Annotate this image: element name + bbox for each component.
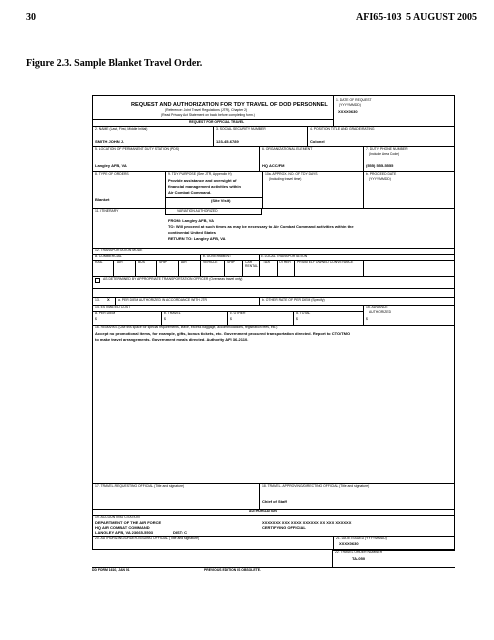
footer-form: DD FORM 1610, JAN 01 — [92, 568, 130, 572]
f5-label: 5. LOCATION OF PERMANENT DUTY STATION (PDS) — [95, 147, 180, 151]
f14a-dollar: $ — [95, 317, 97, 321]
f22-value: TA-050 — [352, 556, 366, 561]
f22-label: 22. TRAVEL ORDER NUMBER — [335, 550, 383, 554]
remarks-line-2: to make travel arrangements. Government meals directed. Authority AFI 36-2110. — [95, 337, 249, 342]
mode-car-rental: CAR RENTAL — [245, 260, 259, 268]
f14c-label: c. OTHER — [230, 311, 246, 315]
f18-label: 18. TRAVEL- APPROVING/DIRECTING OFFICIAL (Title and signature) — [262, 484, 370, 488]
f9-line2: financial management activities within — [168, 184, 241, 189]
mode-bus: BUS — [138, 260, 145, 264]
footer-prev: PREVIOUS EDITION IS OBSOLETE. — [204, 568, 261, 572]
itin-to-1: TO: Will proceed at such times as may be necessary to Air Combat Command activities within the — [168, 224, 354, 229]
f3-label: 3. SOCIAL SECURITY NUMBER — [216, 127, 266, 131]
f15-value: $ — [366, 317, 368, 321]
f19-line-3: LANGLEY AFB, VA 23665-5503 — [95, 530, 154, 535]
f13a-label: a. PER DIEM AUTHORIZED IN ACCORDANCE WITH JTR — [118, 298, 207, 302]
f14d-label: d. TOTAL — [296, 311, 311, 315]
f18-value: Chief of Staff — [262, 499, 287, 504]
f14-label: 14. ESTIMATED COST — [95, 305, 131, 309]
f10b-sub: (YYYYMMDD) — [369, 177, 391, 181]
mode-rail: RAIL — [95, 260, 103, 264]
mode-other: OTHER — [279, 260, 291, 264]
mode-air: AIR — [117, 260, 123, 264]
f17-label: 17. TRAVEL-REQUESTING OFFICIAL (Title and signature) — [95, 484, 185, 488]
authorization-heading: AUTHORIZATION — [249, 509, 277, 513]
mode-taxi: TAXI — [263, 260, 271, 264]
f8-value: Blanket — [95, 197, 110, 202]
form-privacy: (Read Privacy Act Statement on back before completing form.) — [161, 113, 255, 117]
form-reference: (Reference: Joint Travel Regulations (JTR), Chapter 2) — [165, 108, 248, 112]
itin-to-2: continental United States — [168, 230, 217, 235]
f10b-label: b. PROCEED DATE — [366, 172, 397, 176]
f20-label: 20. AUTHORIZING/ORDER-ISSUING OFFICIAL (Title and signature) — [95, 536, 200, 540]
f21-value: XXXX0630 — [339, 541, 359, 546]
f4-label: 4. POSITION TITLE AND GRADE/RATING — [310, 127, 375, 131]
f12b-label: b. GOVERNMENT — [203, 254, 232, 258]
f12c-label: c. LOCAL TRANSPORTATION — [261, 254, 308, 258]
form-tail — [92, 550, 455, 570]
f3-value: 123-45-6789 — [216, 139, 239, 144]
request-official-heading: REQUEST FOR OFFICIAL TRAVEL — [189, 120, 245, 124]
f10a-sub: (Including travel time) — [269, 177, 302, 181]
dd-form-1610 — [92, 95, 455, 550]
f15-sub: AUTHORIZED — [369, 310, 392, 314]
f19-label: 19. ACCOUNTING CITATION — [95, 515, 140, 519]
f19-cert: CERTIFYING OFFICIAL — [262, 525, 306, 530]
f14d-dollar: $ — [296, 317, 298, 321]
doc-date: 5 AUGUST 2005 — [406, 12, 477, 23]
f15-label: 15. ADVANCE — [366, 305, 388, 309]
doc-id: AFI65-103 — [356, 12, 402, 23]
f12-label: 12. TRANSPORTATION MODE — [95, 248, 143, 252]
f9-label: 9. TDY PURPOSE (See JTR, Appendix H) — [168, 172, 232, 176]
f10a-label: 10a. APPROX. NO. OF TDY DAYS — [265, 172, 318, 176]
f19-dist: DIST: C — [173, 530, 187, 535]
f19-line-2: HQ AIR COMBAT COMMAND — [95, 525, 150, 530]
f6-label: 6. ORGANIZATIONAL ELEMENT — [262, 147, 313, 151]
page-number: 30 — [26, 12, 36, 23]
form-title: REQUEST AND AUTHORIZATION FOR TDY TRAVEL OF DOD PERSONNEL — [131, 102, 328, 108]
mode-gov-ship: SHIP — [227, 260, 235, 264]
determined-checkbox — [95, 278, 100, 283]
f14b-dollar: $ — [164, 317, 166, 321]
remarks-line-1: Accept no promotional items, for example, gifts, bonus tickets, etc. Government procured transportation directed. Report to CTO/TMO — [95, 331, 351, 336]
mode-gov-air: AIR — [181, 260, 187, 264]
f14b-label: b. TRAVEL — [164, 311, 181, 315]
f11-sub: VARIATION AUTHORIZED — [177, 209, 218, 213]
f2-label: 2. NAME (Last, First, Middle Initial) — [95, 127, 148, 131]
f19-line-1: DEPARTMENT OF THE AIR FORCE — [95, 520, 162, 525]
f8-label: 8. TYPE OF ORDERS — [95, 172, 129, 176]
f11-label: 11. ITINERARY — [95, 209, 119, 213]
f21-label: 21. DATE ISSUED (YYYYMMDD) — [336, 536, 387, 540]
f16-label: 16. REMARKS (Use this space for special requirements, leave, excess baggage, accommodations, registration fees, etc.) — [95, 325, 278, 329]
f12a-label: a. COMMERCIAL — [95, 254, 122, 258]
f13-mark: X — [107, 297, 110, 302]
itin-from: FROM: Langley AFB, VA — [168, 218, 214, 223]
f14c-dollar: $ — [230, 317, 232, 321]
f6-value: HQ ACC/FM — [262, 163, 285, 168]
figure-caption: Figure 2.3. Sample Blanket Travel Order. — [26, 58, 203, 69]
f1-value: XXXX0630 — [338, 109, 358, 114]
f2-value: SMITH JOHN J. — [95, 139, 125, 144]
f1-format: (YYYYMMDD) — [339, 103, 361, 107]
f7-value: (555) 555-5555 — [366, 163, 394, 168]
f13-label: 13. — [95, 298, 100, 302]
f7-label: 7. DUTY PHONE NUMBER — [366, 147, 408, 151]
mode-vehicle: VEHICLE — [203, 260, 218, 264]
f13b-label: b. OTHER RATE OF PER DIEM (Specify) — [262, 298, 325, 302]
mode-ship: SHIP — [159, 260, 167, 264]
f1-label: 1. DATE OF REQUEST — [336, 98, 372, 102]
itin-return: RETURN TO: Langley AFB, VA — [168, 236, 226, 241]
f5-value: Langley AFB, VA — [95, 163, 127, 168]
f14a-label: a. PER DIEM — [95, 311, 116, 315]
f4-value: Colonel — [310, 139, 325, 144]
f9-code: (Site Visit) — [211, 198, 231, 203]
f9-line3: Air Combat Command. — [168, 190, 212, 195]
f9-line1: Provide assistance and oversight of — [168, 178, 237, 183]
mode-poc: PRIVATELY OWNED CONVEYANCE — [297, 260, 354, 264]
f19-code: XXXXXXX XXX XXXX XXXXXX XX XXX XXXXXX — [262, 520, 352, 525]
determined-label: AS DETERMINED BY APPROPRIATE TRANSPORTATION OFFICER (Overseas travel only) — [103, 277, 243, 281]
f7-sub: (Include Area Code) — [369, 152, 400, 156]
